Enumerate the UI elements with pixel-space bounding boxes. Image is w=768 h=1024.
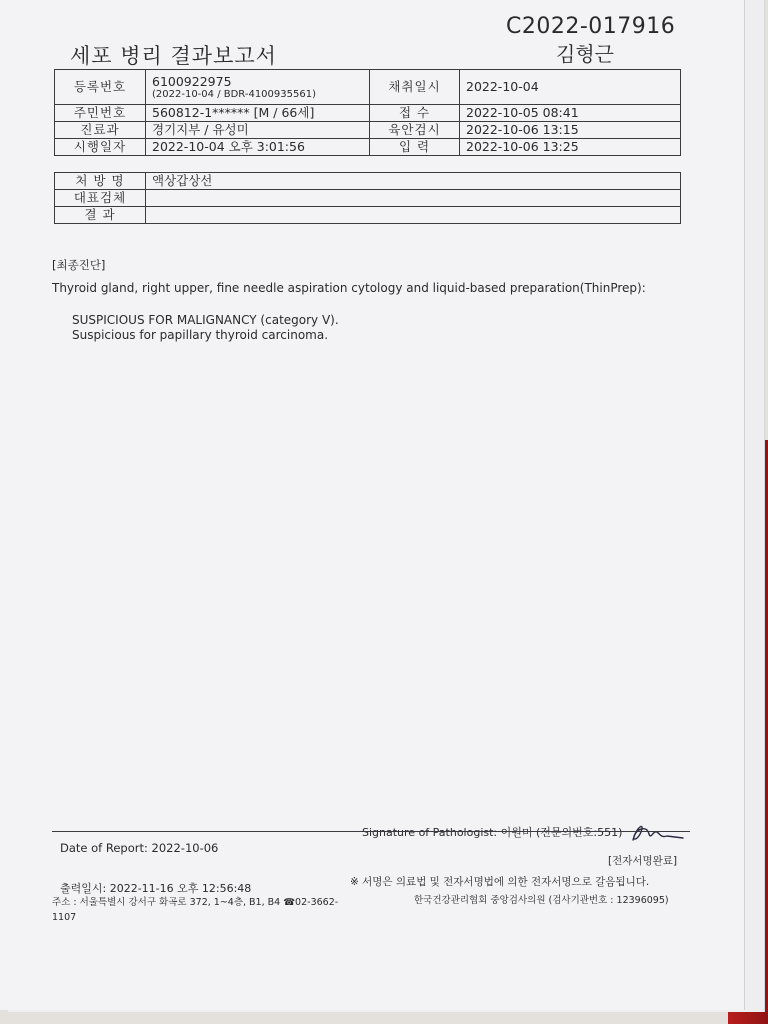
pathologist-signature [627,820,685,846]
receive-label: 접 수 [370,105,460,122]
order-table [54,172,681,224]
table-row [55,173,681,190]
specimen-value [146,190,681,207]
exec-value: 2022-10-04 오후 3:01:56 [146,139,370,156]
dept-value: 경기지부 / 유성미 [146,122,370,139]
document-title: 세포 병리 결과보고서 [70,44,277,68]
clinic-address: 주소 : 서울특별시 강서구 화곡로 372, 1~4층, B1, B4 ☎02-3662-1107 [52,897,339,923]
esign-notice: ※ 서명은 의료법 및 전자서명법에 의한 전자서명으로 갈음됩니다. [350,876,650,888]
id-label: 주민번호 [55,105,146,122]
case-number: C2022-017916 [506,14,676,39]
report-date: Date of Report: 2022-10-06 [60,841,219,855]
diagnosis-result [72,313,339,343]
gross-value: 2022-10-06 13:15 [460,122,681,139]
printed-datetime: 출력일시: 2022-11-16 오후 12:56:48 [60,882,252,895]
collect-value: 2022-10-04 [460,70,681,105]
collect-label: 채취일시 [370,70,460,105]
result-value [146,207,681,224]
reg-no-sub: (2022-10-04 / BDR-4100935561) [152,88,316,100]
diagnosis-detail: Suspicious for papillary thyroid carcinoma. [72,328,329,342]
signature-label: Signature of Pathologist: 이원미 (전문의번호:551) [362,826,623,839]
table-row [55,207,681,224]
reg-no-label: 등록번호 [55,70,146,105]
table-row [55,122,681,139]
reg-no-cell [146,70,370,105]
reg-no-value: 6100922975 [152,73,232,89]
specimen-label: 대표검체 [55,190,146,207]
footer-divider [52,831,690,832]
gross-label: 육안검시 [370,122,460,139]
id-value: 560812-1****** [M / 66세] [146,105,370,122]
organization-name: 한국건강관리협회 중앙검사의원 (검사기관번호 : 12396095) [414,895,669,906]
esign-status: [전자서명완료] [608,855,678,867]
dept-label: 진료과 [55,122,146,139]
diagnosis-category: SUSPICIOUS FOR MALIGNANCY (category V). [72,313,339,327]
input-label: 입 력 [370,139,460,156]
patient-info-table [54,69,681,156]
result-label: 결 과 [55,207,146,224]
exec-label: 시행일자 [55,139,146,156]
table-row [55,105,681,122]
diagnosis-heading: [최종진단] [52,258,106,272]
rx-label: 처 방 명 [55,173,146,190]
specimen-description: Thyroid gland, right upper, fine needle aspiration cytology and liquid-based preparation(ThinPrep): [52,281,646,295]
patient-name: 김형근 [556,42,614,66]
receive-value: 2022-10-05 08:41 [460,105,681,122]
rx-value: 액상갑상선 [146,173,681,190]
table-row [55,190,681,207]
table-row [55,139,681,156]
input-value: 2022-10-06 13:25 [460,139,681,156]
